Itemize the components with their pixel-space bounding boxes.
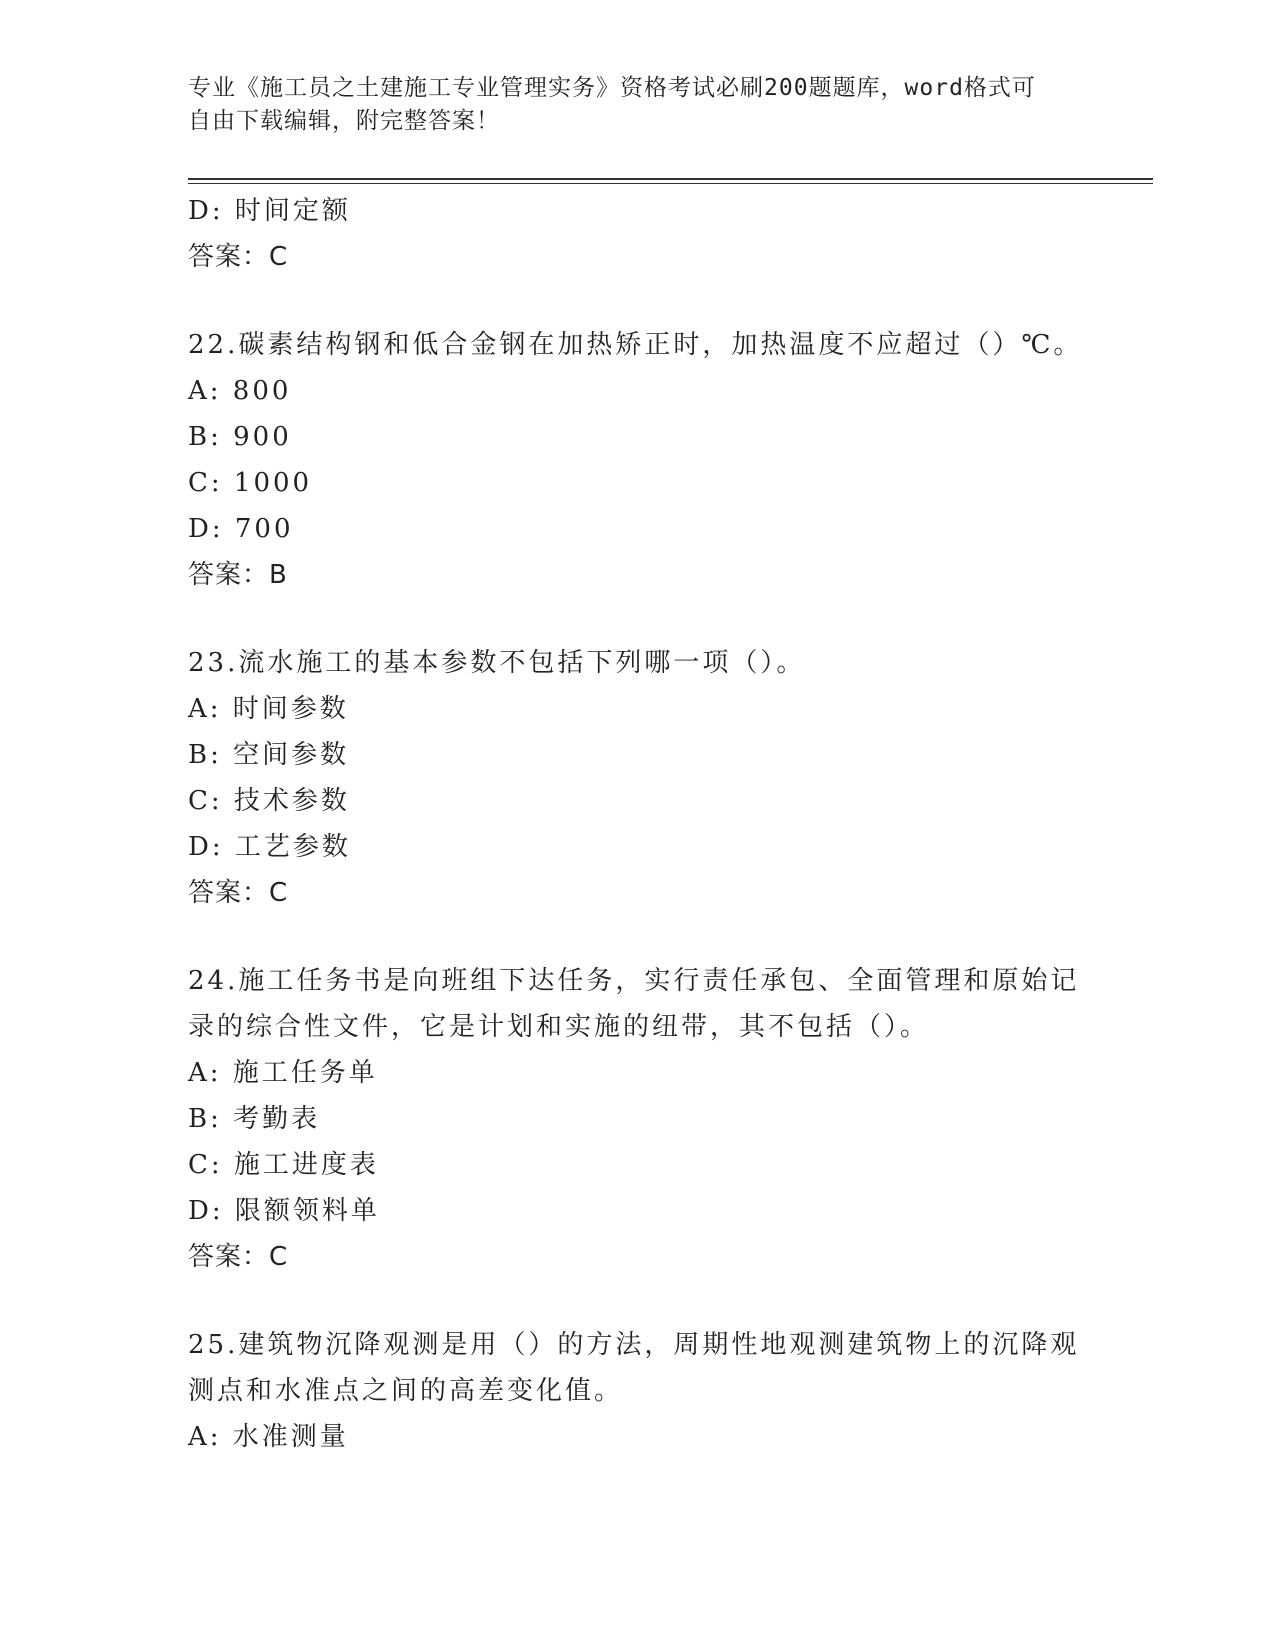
option-d: D: 时间定额 [188,196,351,226]
document-body [188,188,1088,1460]
question-stem: 24.施工任务书是向班组下达任务，实行责任承包、全面管理和原始记录的综合性文件，它是计划和实施的纽带，其不包括（）。 [188,966,1080,1042]
option-b: B: 900 [188,422,292,452]
option-d: D: 工艺参数 [188,832,351,862]
option-a: A: 施工任务单 [188,1058,378,1088]
option-a: A: 800 [188,376,292,406]
answer-line: 答案：C [188,242,289,272]
option-c: C: 技术参数 [188,786,350,816]
previous-question-tail [188,188,1088,280]
answer-line: 答案：C [188,878,289,908]
header-divider [188,178,1153,184]
option-b: B: 空间参数 [188,740,350,770]
option-d: D: 限额领料单 [188,1196,380,1226]
answer-line: 答案：C [188,1242,289,1272]
header-line-2: 自由下载编辑，附完整答案！ [188,108,500,134]
option-d: D: 700 [188,514,294,544]
page-header [188,72,1088,138]
question-stem: 22.碳素结构钢和低合金钢在加热矫正时，加热温度不应超过（）℃。 [188,330,1083,360]
question-24 [188,958,1088,1280]
question-stem: 23.流水施工的基本参数不包括下列哪一项（）。 [188,648,806,678]
option-c: C: 施工进度表 [188,1150,379,1180]
question-stem: 25.建筑物沉降观测是用（）的方法，周期性地观测建筑物上的沉降观测点和水准点之间的高差变化值。 [188,1330,1080,1406]
option-b: B: 考勤表 [188,1104,321,1134]
header-line-1: 专业《施工员之土建施工专业管理实务》资格考试必刷200题题库，word格式可 [188,75,1036,101]
question-22 [188,322,1088,598]
option-a: A: 水准测量 [188,1422,349,1452]
answer-line: 答案：B [188,560,288,590]
question-23 [188,640,1088,916]
option-c: C: 1000 [188,468,313,498]
option-a: A: 时间参数 [188,694,349,724]
question-25 [188,1322,1088,1460]
